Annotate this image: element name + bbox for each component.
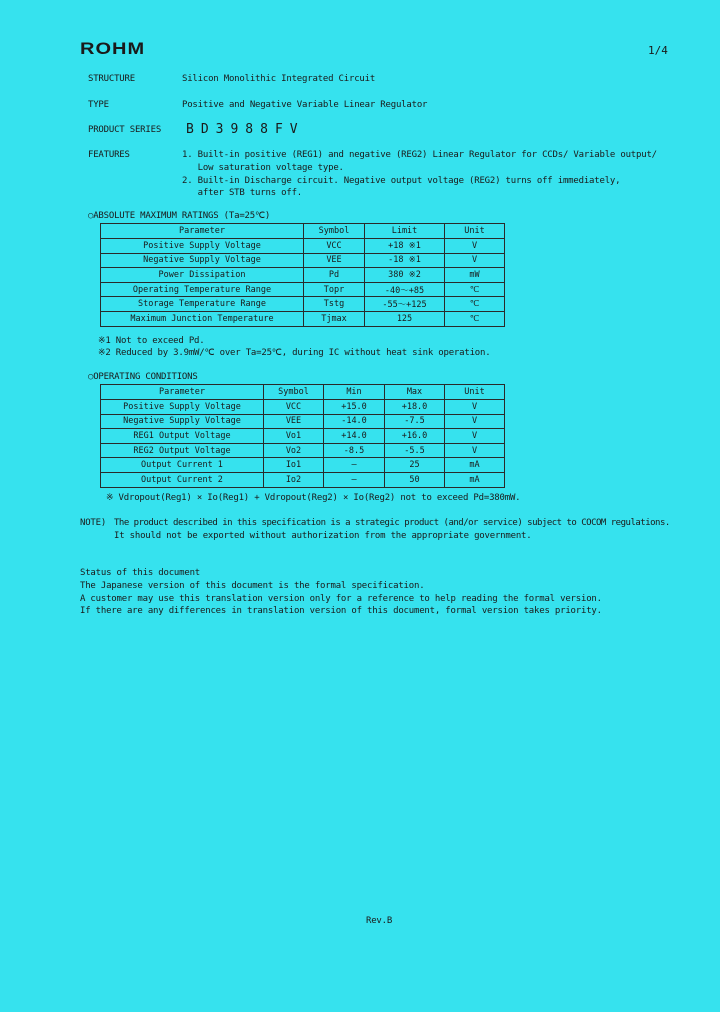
abs-max-note: ※2 Reduced by 3.9mW/℃ over Ta=25℃, during IC without heat sink operation. <box>98 348 491 358</box>
cell-unit: V <box>445 239 505 254</box>
cell-limit: 380 ※2 <box>365 268 445 283</box>
op-cond-note: ※ Vdropout(Reg1) × Io(Reg1) + Vdropout(Reg2) × Io(Reg2) not to exceed Pd=380mW. <box>106 493 521 503</box>
cell-parameter: Positive Supply Voltage <box>101 239 304 254</box>
table-row <box>101 400 505 415</box>
feature-line: 1. Built-in positive (REG1) and negative (REG2) Linear Regulator for CCDs/ Variable output/ <box>182 150 657 160</box>
cell-parameter: Negative Supply Voltage <box>101 253 304 268</box>
cell-symbol: Io2 <box>264 472 324 487</box>
table-row <box>101 414 505 429</box>
page-number: 1/4 <box>648 44 668 57</box>
header-symbol: Symbol <box>264 385 324 400</box>
table-row <box>101 268 505 283</box>
series-label: PRODUCT SERIES <box>88 125 162 135</box>
table-row <box>101 239 505 254</box>
status-line: Status of this document <box>80 568 201 578</box>
table-row <box>101 253 505 268</box>
cell-unit: V <box>445 429 505 444</box>
table-row <box>101 472 505 487</box>
cell-max: +18.0 <box>385 400 445 415</box>
cell-unit: ℃ <box>445 282 505 297</box>
feature-line: Low saturation voltage type. <box>182 163 344 173</box>
features-label: FEATURES <box>88 150 130 160</box>
cell-max: 50 <box>385 472 445 487</box>
cell-limit: 125 <box>365 311 445 326</box>
note-line: It should not be exported without authorization from the appropriate government. <box>114 531 532 541</box>
abs-max-note: ※1 Not to exceed Pd. <box>98 336 205 346</box>
cell-symbol: Tjmax <box>304 311 365 326</box>
cell-symbol: Io1 <box>264 458 324 473</box>
cell-min: ― <box>324 472 385 487</box>
cell-limit: -18 ※1 <box>365 253 445 268</box>
op-cond-title: ○OPERATING CONDITIONS <box>88 372 198 382</box>
header-symbol: Symbol <box>304 224 365 239</box>
op-cond-table <box>100 384 505 488</box>
note-label: NOTE) <box>80 518 107 528</box>
cell-symbol: Topr <box>304 282 365 297</box>
cell-min: +14.0 <box>324 429 385 444</box>
cell-unit: ℃ <box>445 311 505 326</box>
table-row <box>101 458 505 473</box>
cell-unit: ℃ <box>445 297 505 312</box>
cell-symbol: VCC <box>264 400 324 415</box>
cell-min: -14.0 <box>324 414 385 429</box>
table-row <box>101 311 505 326</box>
structure-value: Silicon Monolithic Integrated Circuit <box>182 74 376 84</box>
cell-unit: mW <box>445 268 505 283</box>
status-line: A customer may use this translation version only for a reference to help reading the formal version. <box>80 594 602 604</box>
cell-symbol: Tstg <box>304 297 365 312</box>
cell-symbol: Vo1 <box>264 429 324 444</box>
table-row <box>101 443 505 458</box>
structure-label: STRUCTURE <box>88 74 135 84</box>
cell-symbol: VEE <box>264 414 324 429</box>
cell-max: -7.5 <box>385 414 445 429</box>
cell-parameter: Positive Supply Voltage <box>101 400 264 415</box>
revision: Rev.B <box>366 916 393 926</box>
cell-symbol: VCC <box>304 239 365 254</box>
cell-parameter: Negative Supply Voltage <box>101 414 264 429</box>
cell-unit: mA <box>445 472 505 487</box>
series-value: BD3988FV <box>186 122 305 137</box>
cell-parameter: REG1 Output Voltage <box>101 429 264 444</box>
cell-unit: V <box>445 253 505 268</box>
cell-unit: V <box>445 443 505 458</box>
feature-line: after STB turns off. <box>182 188 303 198</box>
table-header-row <box>101 385 505 400</box>
table-row <box>101 282 505 297</box>
cell-symbol: Vo2 <box>264 443 324 458</box>
cell-parameter: Storage Temperature Range <box>101 297 304 312</box>
header-max: Max <box>385 385 445 400</box>
cell-parameter: Output Current 1 <box>101 458 264 473</box>
table-row <box>101 297 505 312</box>
header-limit: Limit <box>365 224 445 239</box>
feature-line: 2. Built-in Discharge circuit. Negative output voltage (REG2) turns off immediately, <box>182 176 621 186</box>
header-unit: Unit <box>445 224 505 239</box>
cell-max: +16.0 <box>385 429 445 444</box>
type-value: Positive and Negative Variable Linear Regulator <box>182 100 428 110</box>
cell-unit: mA <box>445 458 505 473</box>
status-line: The Japanese version of this document is the formal specification. <box>80 581 425 591</box>
abs-max-title: ○ABSOLUTE MAXIMUM RATINGS (Ta=25℃) <box>88 211 271 221</box>
note-line: The product described in this specification is a strategic product (and/or service) subject to COCOM regulations. <box>114 518 670 528</box>
cell-limit: -55～+125 <box>365 297 445 312</box>
status-line: If there are any differences in translation version of this document, formal version takes priority. <box>80 606 602 616</box>
cell-limit: +18 ※1 <box>365 239 445 254</box>
cell-parameter: Power Dissipation <box>101 268 304 283</box>
cell-max: -5.5 <box>385 443 445 458</box>
header-parameter: Parameter <box>101 385 264 400</box>
table-header-row <box>101 224 505 239</box>
table-row <box>101 429 505 444</box>
cell-min: ― <box>324 458 385 473</box>
header-unit: Unit <box>445 385 505 400</box>
cell-parameter: Operating Temperature Range <box>101 282 304 297</box>
abs-max-table <box>100 223 505 327</box>
cell-unit: V <box>445 400 505 415</box>
rohm-logo: ROHM <box>80 39 146 59</box>
header-parameter: Parameter <box>101 224 304 239</box>
cell-limit: -40～+85 <box>365 282 445 297</box>
type-label: TYPE <box>88 100 109 110</box>
cell-min: +15.0 <box>324 400 385 415</box>
cell-parameter: REG2 Output Voltage <box>101 443 264 458</box>
cell-symbol: VEE <box>304 253 365 268</box>
cell-max: 25 <box>385 458 445 473</box>
cell-min: -8.5 <box>324 443 385 458</box>
cell-unit: V <box>445 414 505 429</box>
cell-parameter: Output Current 2 <box>101 472 264 487</box>
header-min: Min <box>324 385 385 400</box>
cell-symbol: Pd <box>304 268 365 283</box>
cell-parameter: Maximum Junction Temperature <box>101 311 304 326</box>
